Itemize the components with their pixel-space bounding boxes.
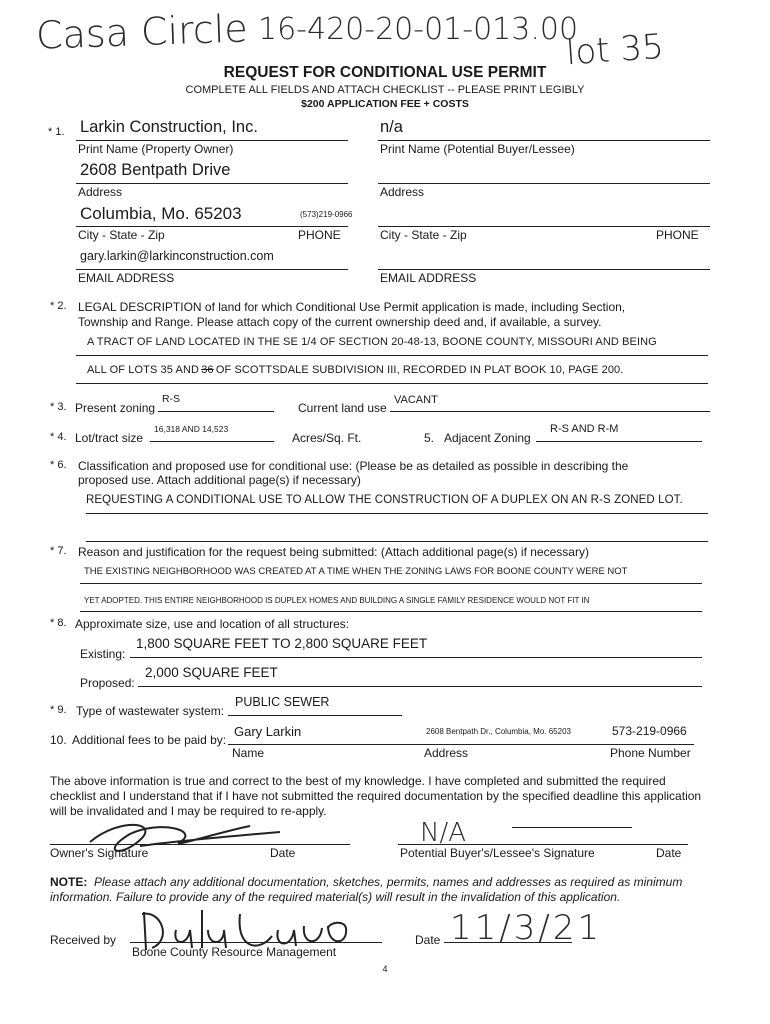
received-date-line (444, 942, 572, 943)
fees-line (228, 744, 694, 745)
received-by-line (130, 942, 382, 943)
owner-phone-label: PHONE (298, 228, 341, 242)
owner-phone-value: (573)219-0966 (300, 210, 353, 219)
existing-structures-value: 1,800 SQUARE FEET TO 2,800 SQUARE FEET (136, 636, 428, 651)
buyer-name-line (378, 140, 710, 141)
current-land-use-label: Current land use (298, 401, 387, 415)
item3-marker: * 3. (50, 401, 67, 413)
buyer-name-label: Print Name (Potential Buyer/Lessee) (380, 142, 575, 156)
received-date-label: Date (415, 933, 441, 947)
proposed-structures-value: 2,000 SQUARE FEET (145, 665, 278, 680)
fees-phone-label: Phone Number (610, 746, 691, 760)
existing-structures-label: Existing: (80, 647, 126, 661)
received-office-label: Boone County Resource Management (132, 945, 337, 959)
item9-marker: * 9. (50, 704, 67, 716)
legal-description-struck-lot: 36 (201, 364, 214, 376)
proposed-use-value: REQUESTING A CONDITIONAL USE TO ALLOW THE CONSTRUCTION OF A DUPLEX ON AN R-S ZONED LOT. (86, 494, 683, 506)
adjacent-zoning-value: R-S AND R-M (550, 423, 619, 435)
owner-email-label: EMAIL ADDRESS (78, 271, 175, 285)
justification-rule1 (80, 583, 702, 584)
lot-size-line (150, 441, 274, 442)
owner-name-label: Print Name (Property Owner) (78, 142, 234, 156)
owner-name-line (76, 140, 348, 141)
fees-phone-value: 573-219-0966 (612, 724, 687, 738)
buyer-address-line (378, 183, 710, 184)
item7-marker: * 7. (50, 545, 67, 557)
buyer-address-label: Address (380, 185, 425, 199)
application-fee: $200 APPLICATION FEE + COSTS (301, 98, 469, 110)
certification-line3: will be invalidated and I may be required to re-apply. (50, 804, 327, 818)
owner-address-label: Address (78, 185, 123, 199)
buyer-date-dash (512, 827, 632, 828)
justification-rule2 (80, 611, 702, 612)
item2-text-line1: LEGAL DESCRIPTION of land for which Conditional Use Permit application is made, including Section, (78, 300, 626, 314)
owner-name-value: Larkin Construction, Inc. (80, 118, 258, 136)
buyer-email-label: EMAIL ADDRESS (380, 271, 477, 285)
owner-signature-label: Owner's Signature (50, 846, 149, 860)
buyer-date-label: Date (656, 846, 682, 860)
present-zoning-label: Present zoning (75, 401, 156, 415)
proposed-use-rule2 (86, 541, 708, 542)
legal-description-line2-b: OF SCOTTSDALE SUBDIVISION III, RECORDED IN PLAT BOOK 10, PAGE 200. (215, 364, 624, 376)
legal-description-line1: A TRACT OF LAND LOCATED IN THE SE 1/4 OF SECTION 20-48-13, BOONE COUNTY, MISSOURI AND BEING (87, 336, 657, 348)
buyer-city-line (378, 226, 710, 227)
adjacent-zoning-label: Adjacent Zoning (444, 431, 531, 445)
lot-size-label: Lot/tract size (75, 431, 144, 445)
existing-structures-line (130, 657, 702, 658)
item8-text: Approximate size, use and location of all structures: (75, 617, 350, 631)
item10-marker: 10. (50, 733, 67, 747)
buyer-name-value: n/a (380, 118, 403, 136)
fees-paid-by-label: Additional fees to be paid by: (72, 733, 227, 747)
note-line2: information. Failure to provide any of the required material(s) will result in the invalidation of this application. (50, 890, 621, 904)
fees-address-value: 2608 Bentpath Dr., Columbia, Mo. 65203 (426, 727, 571, 736)
handwritten-lot: lot 35 (564, 26, 665, 74)
owner-city-value: Columbia, Mo. 65203 (80, 204, 242, 223)
current-land-use-value: VACANT (394, 394, 438, 406)
buyer-signature-line (398, 844, 688, 845)
item6-text-line1: Classification and proposed use for conditional use: (Please be as detailed as possible in describing the (78, 459, 629, 473)
item7-text: Reason and justification for the request being submitted: (Attach additional page(s) if necessary) (78, 545, 589, 559)
fees-name-value: Gary Larkin (234, 724, 302, 739)
received-by-label: Received by (50, 933, 117, 947)
justification-line2: YET ADOPTED. THIS ENTIRE NEIGHBORHOOD IS DUPLEX HOMES AND BUILDING A SINGLE FAMILY RESIDENCE WOULD NOT FIT IN (84, 596, 590, 605)
proposed-structures-line (138, 686, 702, 687)
wastewater-label: Type of wastewater system: (76, 704, 225, 718)
owner-signature-line (50, 844, 350, 845)
owner-date-label: Date (270, 846, 296, 860)
present-zoning-line (158, 411, 274, 412)
owner-email-line (76, 269, 348, 270)
owner-city-line (76, 226, 348, 227)
note-line1: Please attach any additional documentation, sketches, permits, names and addresses as required as minimum (94, 875, 683, 889)
legal-description-line2-a: ALL OF LOTS 35 AND (87, 364, 200, 376)
buyer-signature-value: N/A (420, 818, 466, 848)
buyer-email-line (378, 269, 710, 270)
adjacent-zoning-line (536, 441, 702, 442)
fees-name-label: Name (232, 746, 265, 760)
item2-text-line2: Township and Range. Please attach copy of the current ownership deed and, if available, a survey. (78, 315, 602, 329)
justification-line1: THE EXISTING NEIGHBORHOOD WAS CREATED AT A TIME WHEN THE ZONING LAWS FOR BOONE COUNTY WERE NOT (84, 566, 628, 577)
proposed-structures-label: Proposed: (80, 676, 135, 690)
received-date-value: 11/3/21 (450, 908, 603, 948)
owner-address-line (76, 183, 348, 184)
proposed-use-rule1 (86, 513, 708, 514)
buyer-city-label: City - State - Zip (380, 228, 467, 242)
lot-size-value: 16,318 AND 14,523 (154, 424, 229, 434)
fees-address-label: Address (424, 746, 469, 760)
item1-marker: * 1. (48, 126, 65, 138)
item6-marker: * 6. (50, 459, 67, 471)
item4-marker: * 4. (50, 431, 67, 443)
item6-text-line2: proposed use. Attach additional page(s) if necessary) (78, 473, 361, 487)
legal-description-line2 (87, 364, 623, 376)
wastewater-value: PUBLIC SEWER (235, 695, 330, 709)
form-title: REQUEST FOR CONDITIONAL USE PERMIT (223, 64, 547, 81)
handwritten-parcel-number: 16-420-20-01-013.00 (258, 12, 579, 47)
legal-description-rule1 (76, 355, 708, 356)
current-land-use-line (390, 411, 710, 412)
owner-city-label: City - State - Zip (78, 228, 165, 242)
wastewater-line (228, 715, 402, 716)
handwritten-project-name: Casa Circle (35, 6, 249, 58)
buyer-signature-label: Potential Buyer's/Lessee's Signature (400, 846, 595, 860)
present-zoning-value: R-S (162, 393, 181, 405)
certification-line1: The above information is true and correct to the best of my knowledge. I have completed and submitted the required (50, 774, 666, 788)
owner-address-value: 2608 Bentpath Drive (80, 161, 231, 179)
item2-marker: * 2. (50, 300, 67, 312)
item8-marker: * 8. (50, 617, 67, 629)
form-subtitle: COMPLETE ALL FIELDS AND ATTACH CHECKLIST -- PLEASE PRINT LEGIBLY (185, 84, 585, 96)
buyer-phone-label: PHONE (656, 228, 699, 242)
legal-description-rule2 (76, 383, 708, 384)
certification-line2: checklist and I understand that if I have not submitted the required documentation by the specified deadline this application (50, 789, 702, 803)
lot-units-label: Acres/Sq. Ft. (292, 431, 362, 445)
owner-email-value: gary.larkin@larkinconstruction.com (80, 249, 274, 263)
item5-marker: 5. (424, 431, 435, 445)
page-number: 4 (382, 964, 388, 974)
note-label: NOTE: (50, 875, 88, 889)
